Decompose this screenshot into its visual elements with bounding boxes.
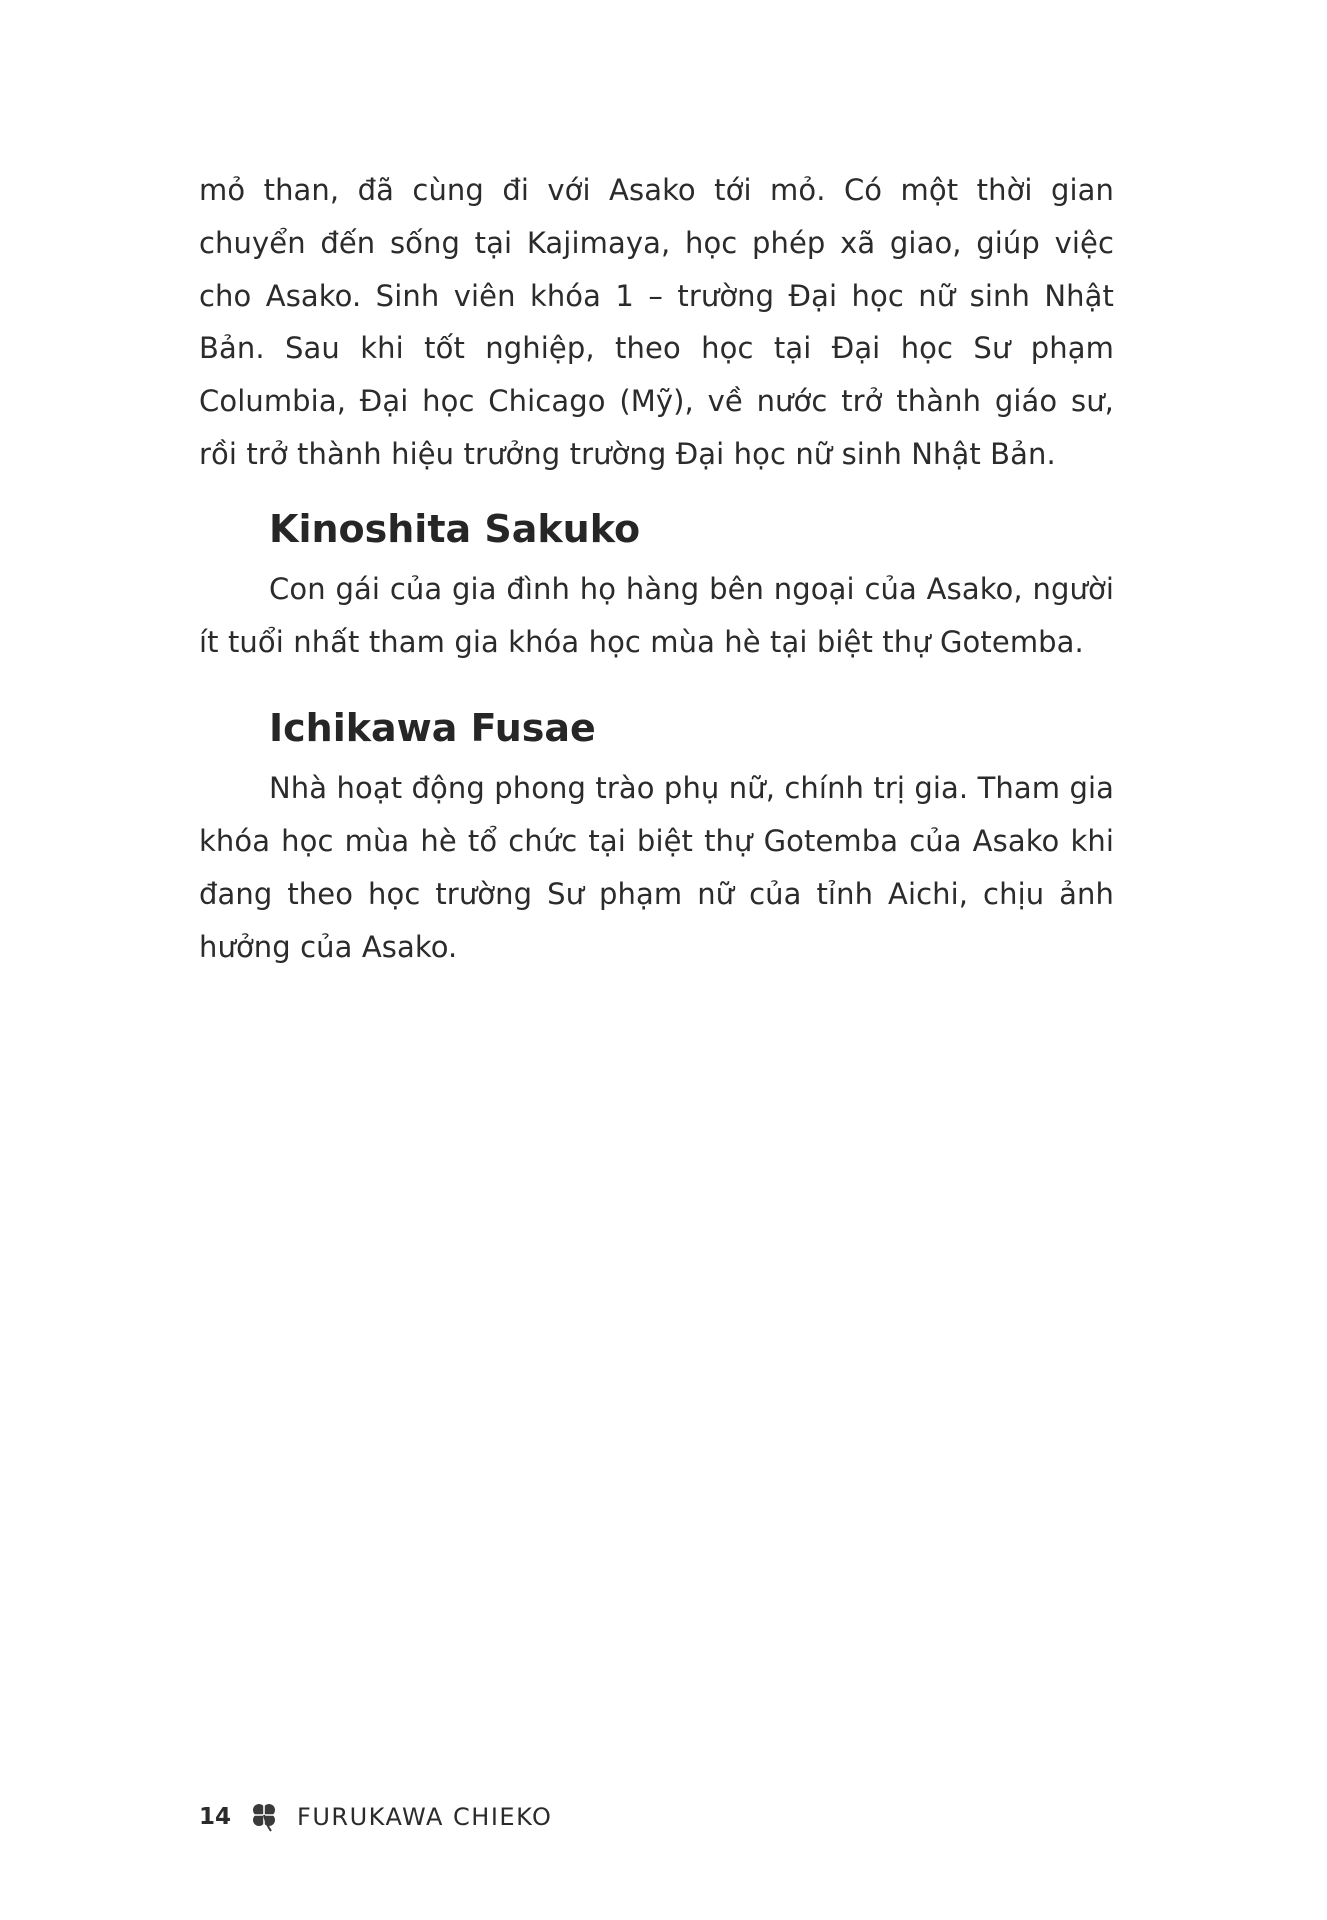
entry-heading-ichikawa-fusae: Ichikawa Fusae (269, 706, 596, 751)
intro-paragraph: mỏ than, đã cùng đi với Asako tới mỏ. Có một thời gian chuyển đến sống tại Kajimaya, học phép xã giao, giúp việc cho Asako. Sinh viên khóa 1 – trường Đại học nữ sinh Nhật Bản. Sau khi tốt nghiệp, theo học tại Đại học Sư phạm Columbia, Đại học Chicago (Mỹ), về nước trở thành giáo sư, rồi trở thành hiệu trưởng trường Đại học nữ sinh Nhật Bản. (199, 173, 1114, 471)
page-number: 14 (199, 1804, 232, 1830)
running-title: FURUKAWA CHIEKO (297, 1803, 553, 1831)
entry-heading-kinoshita-sakuko: Kinoshita Sakuko (269, 506, 641, 551)
entry-description-kinoshita-sakuko: Con gái của gia đình họ hàng bên ngoại của Asako, người ít tuổi nhất tham gia khóa học mùa hè tại biệt thự Gotemba. (199, 571, 1114, 659)
entry-description-ichikawa-fusae: Nhà hoạt động phong trào phụ nữ, chính trị gia. Tham gia khóa học mùa hè tổ chức tại biệt thự Gotemba của Asako khi đang theo học trường Sư phạm nữ của tỉnh Aichi, chịu ảnh hưởng của Asako. (199, 771, 1114, 964)
page-content (199, 164, 1114, 974)
clover-icon (247, 1800, 281, 1834)
page-footer (199, 1797, 552, 1837)
